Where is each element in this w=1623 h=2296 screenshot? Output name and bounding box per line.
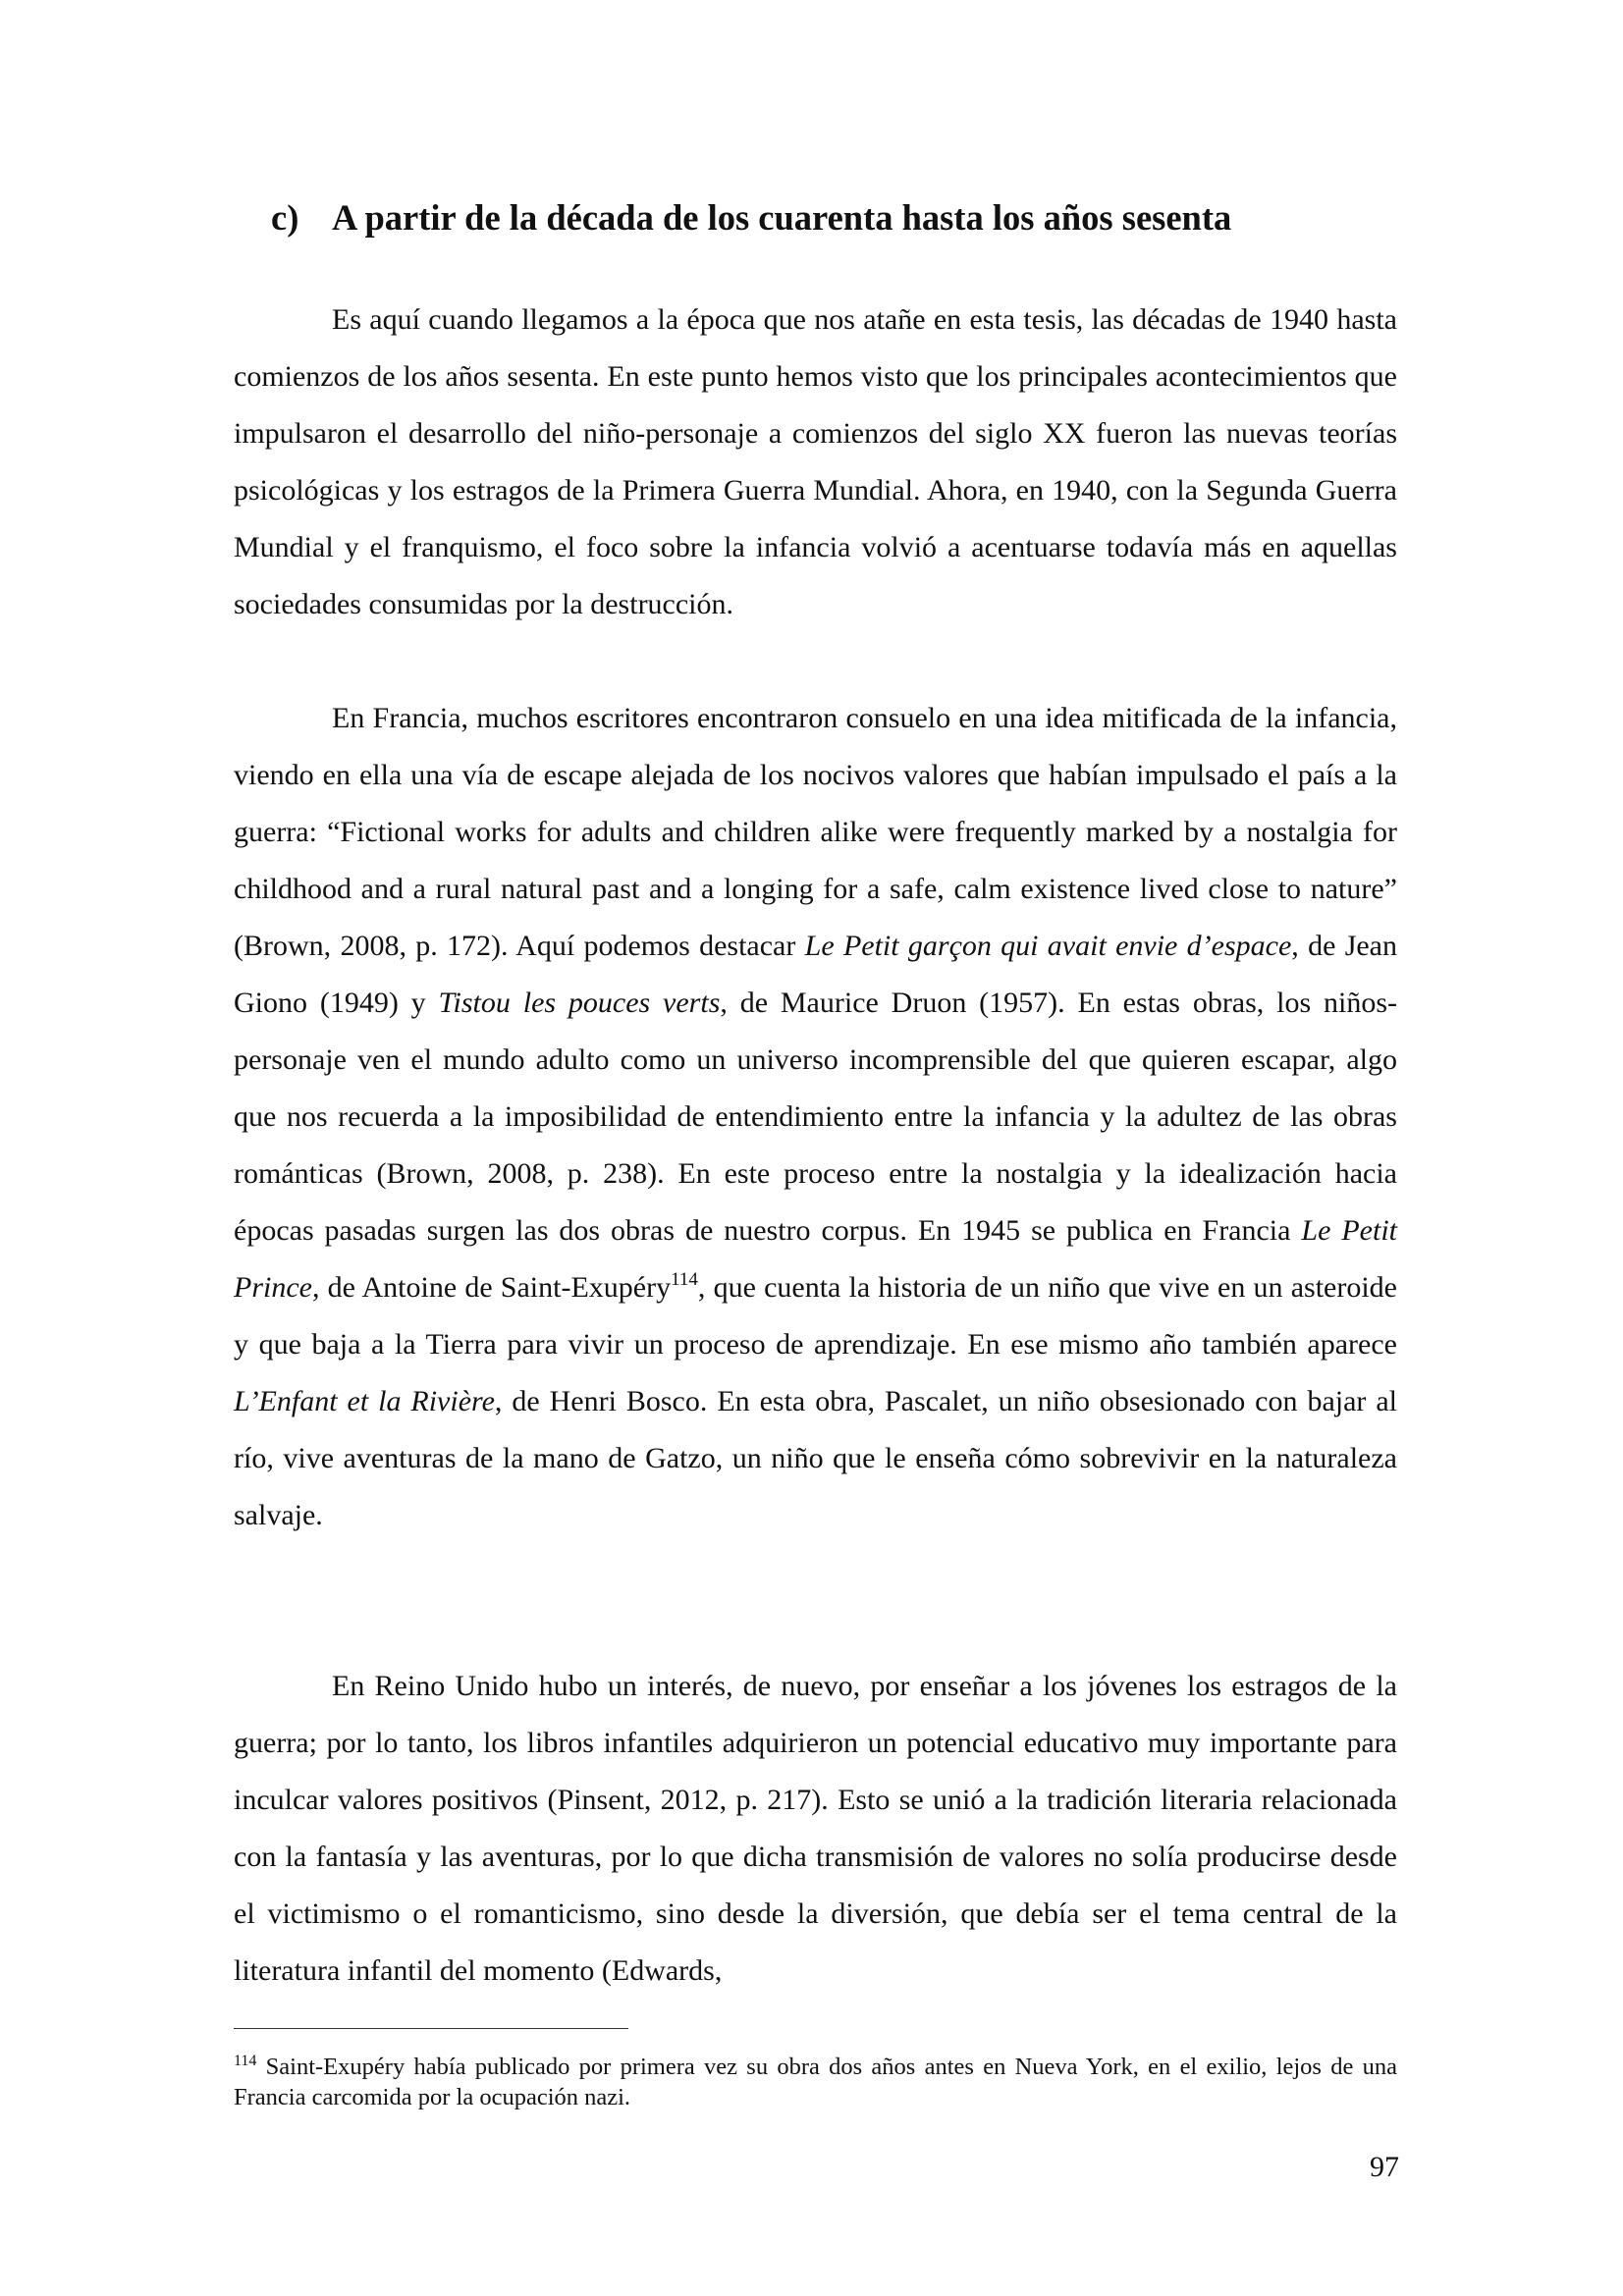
book-title-le-petit-garcon: Le Petit garçon qui avait envie d’espace <box>804 930 1292 962</box>
paragraph-2-text-a: En Francia, muchos escritores encontraron consuelo en una idea mitificada de la infancia, viendo en ella una vía de escape alejada de los nocivos valores que habían impulsado el país a la guerra: “Fictional works for adults and children alike were frequently marked by a nostalgia for childhood and a rural natural past and a longing for a safe, calm existence lived close to nature” (Brown, 2008, p. 172). Aquí podemos destacar <box>234 702 1397 962</box>
paragraph-1 <box>234 292 1397 633</box>
book-title-le-petit-prince: Le Petit Prince <box>234 1214 1397 1304</box>
footnote-separator <box>234 2028 628 2029</box>
paragraph-2-text-f: , de Henri Bosco. En esta obra, Pascalet, un niño obsesionado con bajar al río, vive aventuras de la mano de Gatzo, un niño que le enseña cómo sobrevivir en la naturaleza salvaje. <box>234 1385 1398 1531</box>
footnote-number: 114 <box>234 2053 257 2069</box>
paragraph-2-text-d: , de Antoine de Saint-Exupéry <box>311 1271 672 1304</box>
book-title-tistou: Tistou les pouces verts <box>438 987 721 1019</box>
section-title: A partir de la década de los cuarenta hasta los años sesenta <box>332 197 1232 238</box>
footnote-reference: 114 <box>671 1269 698 1290</box>
section-heading <box>271 190 1400 245</box>
paragraph-2 <box>234 690 1397 1544</box>
paragraph-2-text-c: , de Maurice Druon (1957). En estas obras, los niños-personaje ven el mundo adulto como un universo incomprensible del que quieren escapar, algo que nos recuerda a la imposibilidad de entendimiento entre la infancia y la adultez de las obras románticas (Brown, 2008, p. 238). En este proceso entre la nostalgia y la idealización hacia épocas pasadas surgen las dos obras de nuestro corpus. En 1945 se publica en Francia <box>234 987 1397 1247</box>
paragraph-3-text: En Reino Unido hubo un interés, de nuevo, por enseñar a los jóvenes los estragos de la guerra; por lo tanto, los libros infantiles adquirieron un potencial educativo muy importante para inculcar valores positivos (Pinsent, 2012, p. 217). Esto se unió a la tradición literaria relacionada con la fantasía y las aventuras, por lo que dicha transmisión de valores no solía producirse desde el victimismo o el romanticismo, sino desde la diversión, que debía ser el tema central de la literatura infantil del momento (Edwards, <box>234 1670 1397 1987</box>
paragraph-2-text-e: , que cuenta la historia de un niño que vive en un asteroide y que baja a la Tierra para vivir un proceso de aprendizaje. En ese mismo año también aparece <box>234 1271 1397 1361</box>
footnote-text: Saint-Exupéry había publicado por primera vez su obra dos años antes en Nueva York, en el exilio, lejos de una Francia carcomida por la ocupación nazi. <box>234 2054 1397 2110</box>
footnote <box>234 2052 1397 2112</box>
page-number: 97 <box>1370 2151 1399 2183</box>
book-title-lenfant-et-la-riviere: L’Enfant et la Rivière <box>234 1385 495 1417</box>
section-number: c) <box>271 197 299 238</box>
paragraph-1-text: Es aquí cuando llegamos a la época que nos atañe en esta tesis, las décadas de 1940 hasta comienzos de los años sesenta. En este punto hemos visto que los principales acontecimientos que impulsaron el desarrollo del niño-personaje a comienzos del siglo XX fueron las nuevas teorías psicológicas y los estragos de la Primera Guerra Mundial. Ahora, en 1940, con la Segunda Guerra Mundial y el franquismo, el foco sobre la infancia volvió a acentuarse todavía más en aquellas sociedades consumidas por la destrucción. <box>234 303 1397 620</box>
paragraph-3 <box>234 1658 1397 2000</box>
paragraph-2-text-b: , de Jean Giono (1949) y <box>234 930 1397 1019</box>
